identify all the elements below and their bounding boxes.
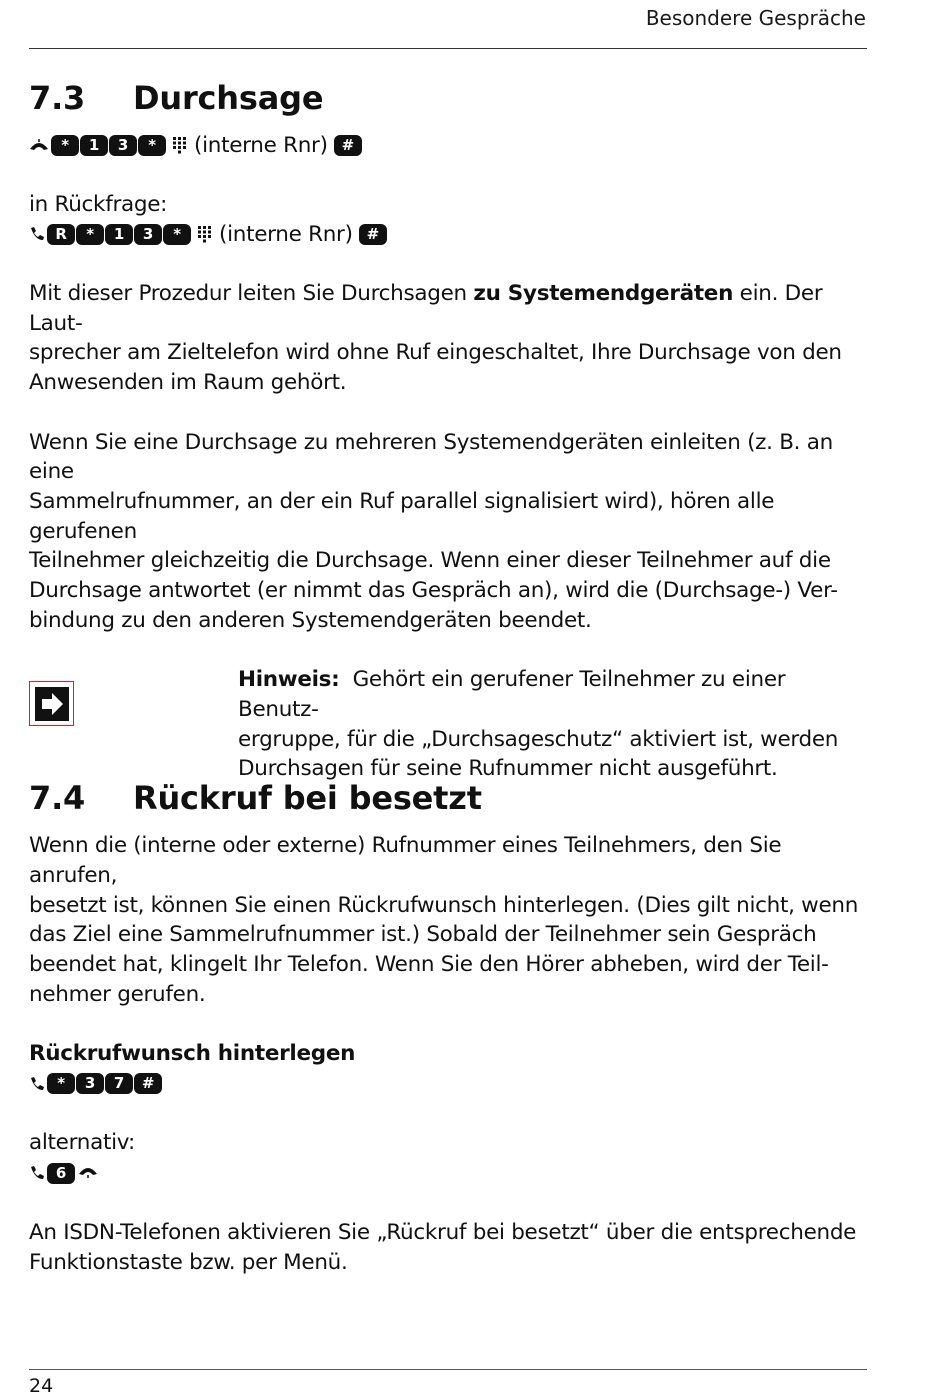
key-hash: #	[359, 224, 387, 245]
key-star: *	[76, 224, 104, 245]
text-line: sprecher am Zieltelefon wird ohne Ruf eingeschaltet, Ihre Durchsage von den	[29, 340, 842, 366]
inquiry-label: in Rückfrage:	[29, 191, 168, 217]
text-line: Funktionstaste bzw. per Menü.	[29, 1249, 348, 1275]
text-line: Sammelrufnummer, an der ein Ruf parallel signalisiert wird), hören alle gerufenen	[29, 488, 775, 544]
key-3: 3	[134, 224, 162, 245]
arrow-right-note-icon	[29, 681, 74, 726]
subheading-text: Rückrufwunsch hinterlegen	[29, 1041, 356, 1067]
section-heading-7-3	[29, 74, 869, 122]
key-sequence-2	[29, 219, 869, 249]
keypad-icon	[197, 225, 213, 243]
alternative-label: alternativ:	[29, 1130, 135, 1156]
key-hash: #	[134, 1073, 162, 1094]
key-sequence-1	[29, 130, 869, 160]
emphasis-text: zu Systemendgeräten	[473, 281, 734, 307]
hint-box	[29, 665, 869, 782]
paragraph-durchsage-2	[29, 428, 869, 636]
section-number: 7.4	[29, 779, 86, 818]
text-line: An ISDN-Telefonen aktivieren Sie „Rückruf bei besetzt“ über die entsprechende	[29, 1219, 857, 1245]
text-line: Teilnehmer gleichzeitig die Durchsage. Wenn einer dieser Teilnehmer auf die	[29, 548, 831, 574]
key-star: *	[138, 135, 166, 156]
key-sequence-3	[29, 1069, 869, 1099]
handset-lift-icon	[29, 138, 49, 152]
text-line: Wenn die (interne oder externe) Rufnummer eines Teilnehmers, den Sie anrufen,	[29, 833, 782, 888]
text-line: Durchsagen für seine Rufnummer nicht ausgeführt.	[238, 756, 778, 782]
key-3: 3	[109, 135, 137, 156]
page-number: 24	[29, 1375, 54, 1397]
key-r: R	[47, 224, 75, 245]
section-title: Durchsage	[133, 79, 324, 117]
text-line: Wenn Sie eine Durchsage zu mehreren Systemendgeräten einleiten (z. B. an eine	[29, 429, 833, 485]
key-1: 1	[80, 135, 108, 156]
text-line: beendet hat, klingelt Ihr Telefon. Wenn Sie den Hörer abheben, wird der Teil-	[29, 952, 829, 977]
text-line: Durchsage antwortet (er nimmt das Gespräch an), wird die (Durchsage-) Ver-	[29, 578, 838, 604]
keypad-icon	[172, 136, 188, 154]
subheading-rueckrufwunsch	[29, 1039, 869, 1069]
header-title: Besondere Gespräche	[645, 6, 866, 30]
text-line: das Ziel eine Sammelrufnummer ist.) Sobald der Teilnehmer sein Gespräch	[29, 922, 817, 948]
page-content	[29, 74, 869, 1277]
text-line: nehmer gerufen.	[29, 981, 206, 1007]
key-star: *	[51, 135, 79, 156]
text-line: Gehört ein gerufener Teilnehmer zu einer Benutz-	[238, 667, 786, 722]
footer-rule	[29, 1369, 867, 1370]
paragraph-rueckruf-1	[29, 831, 869, 1009]
hint-label: Hinweis:	[238, 667, 340, 693]
paragraph-durchsage-1	[29, 279, 869, 398]
text-line: Anwesenden im Raum gehört.	[29, 370, 347, 396]
text-line: Mit dieser Prozedur leiten Sie Durchsagen	[29, 281, 474, 307]
key-sequence-4	[29, 1158, 869, 1188]
key-star: *	[47, 1073, 75, 1094]
key-hash: #	[334, 135, 362, 156]
handset-down-icon	[78, 1166, 98, 1180]
text-line: besetzt ist, können Sie einen Rückrufwunsch hinterlegen. (Dies gilt nicht, wenn	[29, 892, 859, 918]
handset-icon	[29, 1165, 45, 1181]
handset-icon	[29, 226, 45, 242]
section-number: 7.3	[29, 79, 86, 117]
header-rule	[29, 48, 867, 49]
hint-text	[238, 665, 868, 784]
text-line: bindung zu den anderen Systemendgeräten beendet.	[29, 607, 592, 633]
key-3: 3	[76, 1073, 104, 1094]
section-title: Rückruf bei besetzt	[133, 779, 482, 818]
key-sequence-text: (interne Rnr)	[219, 221, 353, 247]
text-line: ergruppe, für die „Durchsageschutz“ aktiviert ist, werden	[238, 726, 839, 752]
key-star: *	[163, 224, 191, 245]
paragraph-rueckruf-2	[29, 1218, 869, 1277]
key-1: 1	[105, 224, 133, 245]
key-6: 6	[47, 1163, 75, 1184]
key-sequence-text: (interne Rnr)	[194, 132, 328, 158]
text-line: ein. Der Laut-	[29, 281, 823, 336]
key-7: 7	[105, 1073, 133, 1094]
handset-icon	[29, 1076, 45, 1092]
